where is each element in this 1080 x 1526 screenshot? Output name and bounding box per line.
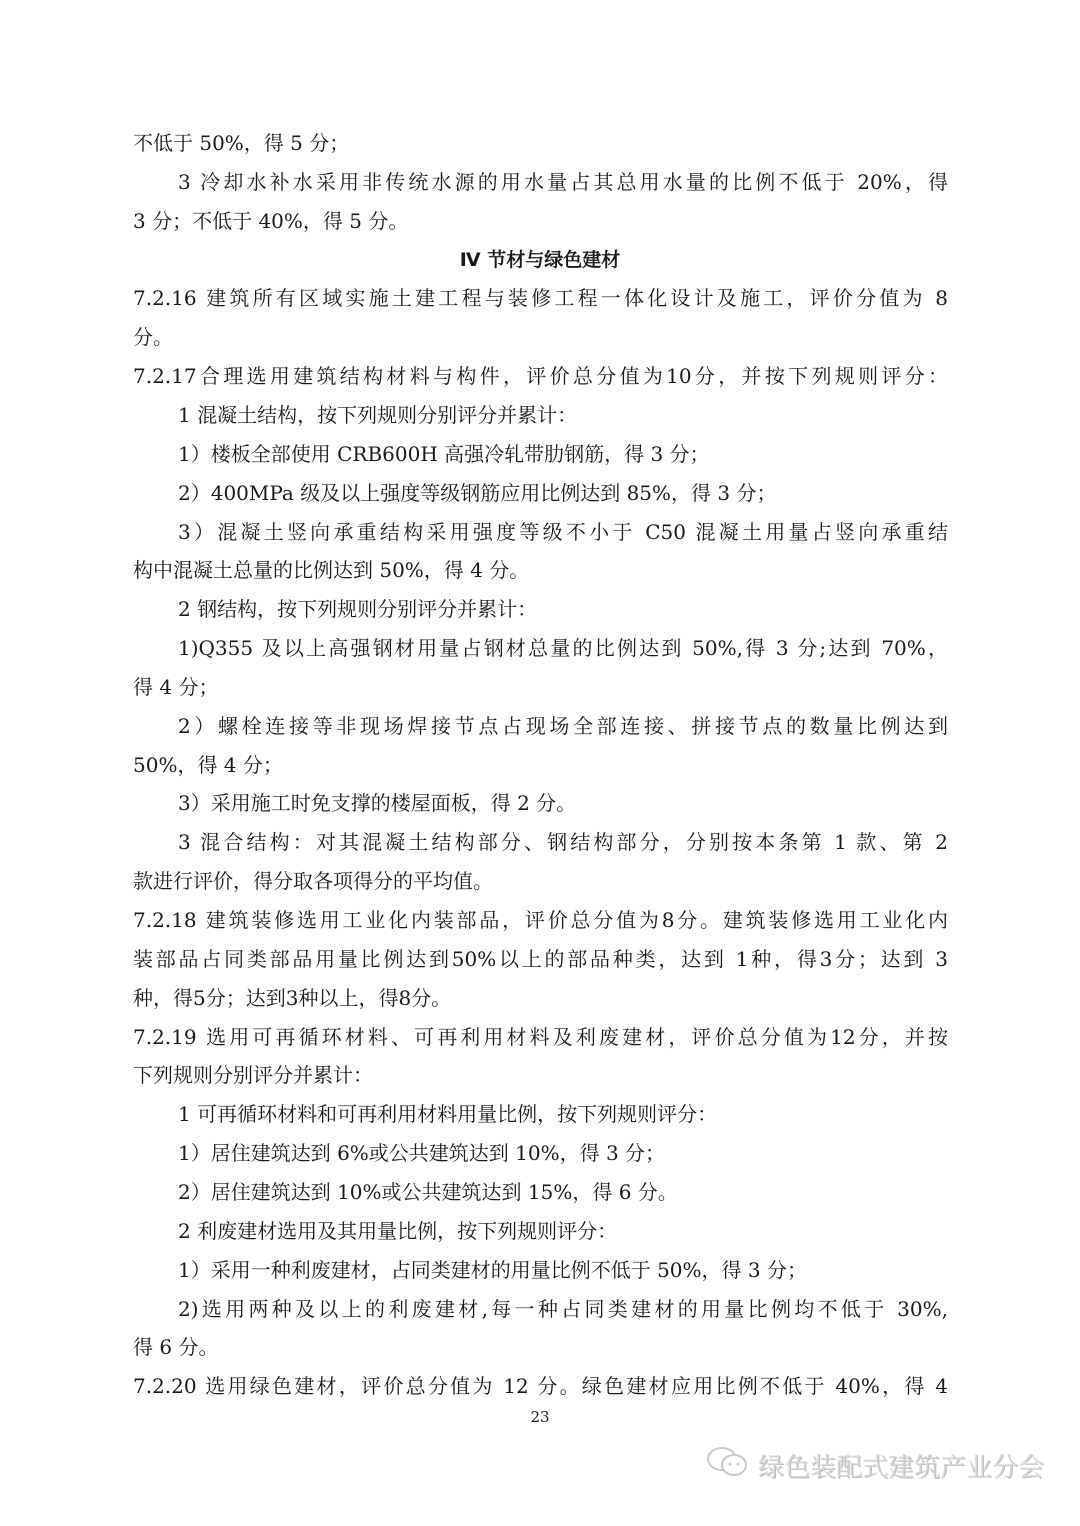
watermark xyxy=(706,1446,1044,1485)
text-line: 2）400MPa 级及以上强度等级钢筋应用比例达到 85%，得 3 分； xyxy=(178,480,777,505)
text-line: 3 混合结构：对其混凝土结构部分、钢结构部分，分别按本条第 1 款、第 2 xyxy=(178,830,948,855)
text-line: 3）混凝土竖向承重结构采用强度等级不小于 C50 混凝土用量占竖向承重结 xyxy=(178,519,948,544)
text-line: 分。 xyxy=(133,325,173,350)
text-line: 2)选用两种及以上的利废建材,每一种占同类建材的用量比例均不低于 30%, xyxy=(178,1296,948,1321)
text-line: 装部品占同类部品用量比例达到50%以上的部品种类，达到 1种，得3分；达到 3 xyxy=(133,946,948,971)
text-line: 7.2.20 选用绿色建材，评价总分值为 12 分。绿色建材应用比例不低于 40%，得 4 xyxy=(133,1374,948,1399)
text-line: 1）居住建筑达到 6%或公共建筑达到 10%，得 3 分； xyxy=(178,1141,666,1166)
text-line: 1 可再循环材料和可再利用材料用量比例，按下列规则评分： xyxy=(178,1102,718,1127)
text-line: 款进行评价，得分取各项得分的平均值。 xyxy=(133,869,493,894)
text-line: 得 6 分。 xyxy=(133,1335,219,1360)
text-line: 种，得5分；达到3种以上，得8分。 xyxy=(133,985,452,1010)
text-line: 1 混凝土结构，按下列规则分别评分并累计： xyxy=(178,402,578,427)
text-line: 2）螺栓连接等非现场焊接节点占现场全部连接、拼接节点的数量比例达到 xyxy=(178,713,948,738)
watermark-text: 绿色装配式建筑产业分会 xyxy=(758,1453,1045,1483)
text-line: 下列规则分别评分并累计： xyxy=(133,1063,373,1088)
text-line: 1）楼板全部使用 CRB600H 高强冷轧带肋钢筋，得 3 分； xyxy=(178,441,710,466)
text-line: 7.2.16 建筑所有区域实施土建工程与装修工程一体化设计及施工，评价分值为 8 xyxy=(133,286,948,311)
wechat-icon xyxy=(706,1446,750,1485)
text-line: 7.2.19 选用可再循环材料、可再利用材料及利废建材，评价总分值为12分，并按 xyxy=(133,1024,948,1049)
text-line: 2）居住建筑达到 10%或公共建筑达到 15%，得 6 分。 xyxy=(178,1179,678,1204)
text-line: 构中混凝土总量的比例达到 50%，得 4 分。 xyxy=(133,558,530,583)
text-line: 1）采用一种利废建材，占同类建材的用量比例不低于 50%，得 3 分； xyxy=(178,1257,807,1282)
text-line: 3）采用施工时免支撑的楼屋面板，得 2 分。 xyxy=(178,791,577,816)
text-line: 3 冷却水补水采用非传统水源的用水量占其总用水量的比例不低于 20%，得 xyxy=(178,169,948,194)
text-line: 得 4 分； xyxy=(133,674,219,699)
page-number: 23 xyxy=(530,1408,550,1426)
text-line: 50%，得 4 分； xyxy=(133,752,283,777)
text-line: 7.2.18 建筑装修选用工业化内装部品，评价总分值为8分。建筑装修选用工业化内 xyxy=(133,908,948,932)
section-heading: Ⅳ 节材与绿色建材 xyxy=(459,248,621,271)
text-line: 7.2.17合理选用建筑结构材料与构件，评价总分值为10分，并按下列规则评分： xyxy=(133,364,948,389)
text-line: 3 分；不低于 40%，得 5 分。 xyxy=(133,208,409,233)
text-line: 不低于 50%，得 5 分； xyxy=(133,131,350,155)
text-line: 1)Q355 及以上高强钢材用量占钢材总量的比例达到 50%,得 3 分;达到 70%， xyxy=(178,636,948,661)
text-line: 2 钢结构，按下列规则分别评分并累计： xyxy=(178,597,538,622)
text-line: 2 利废建材选用及其用量比例，按下列规则评分： xyxy=(178,1218,618,1243)
